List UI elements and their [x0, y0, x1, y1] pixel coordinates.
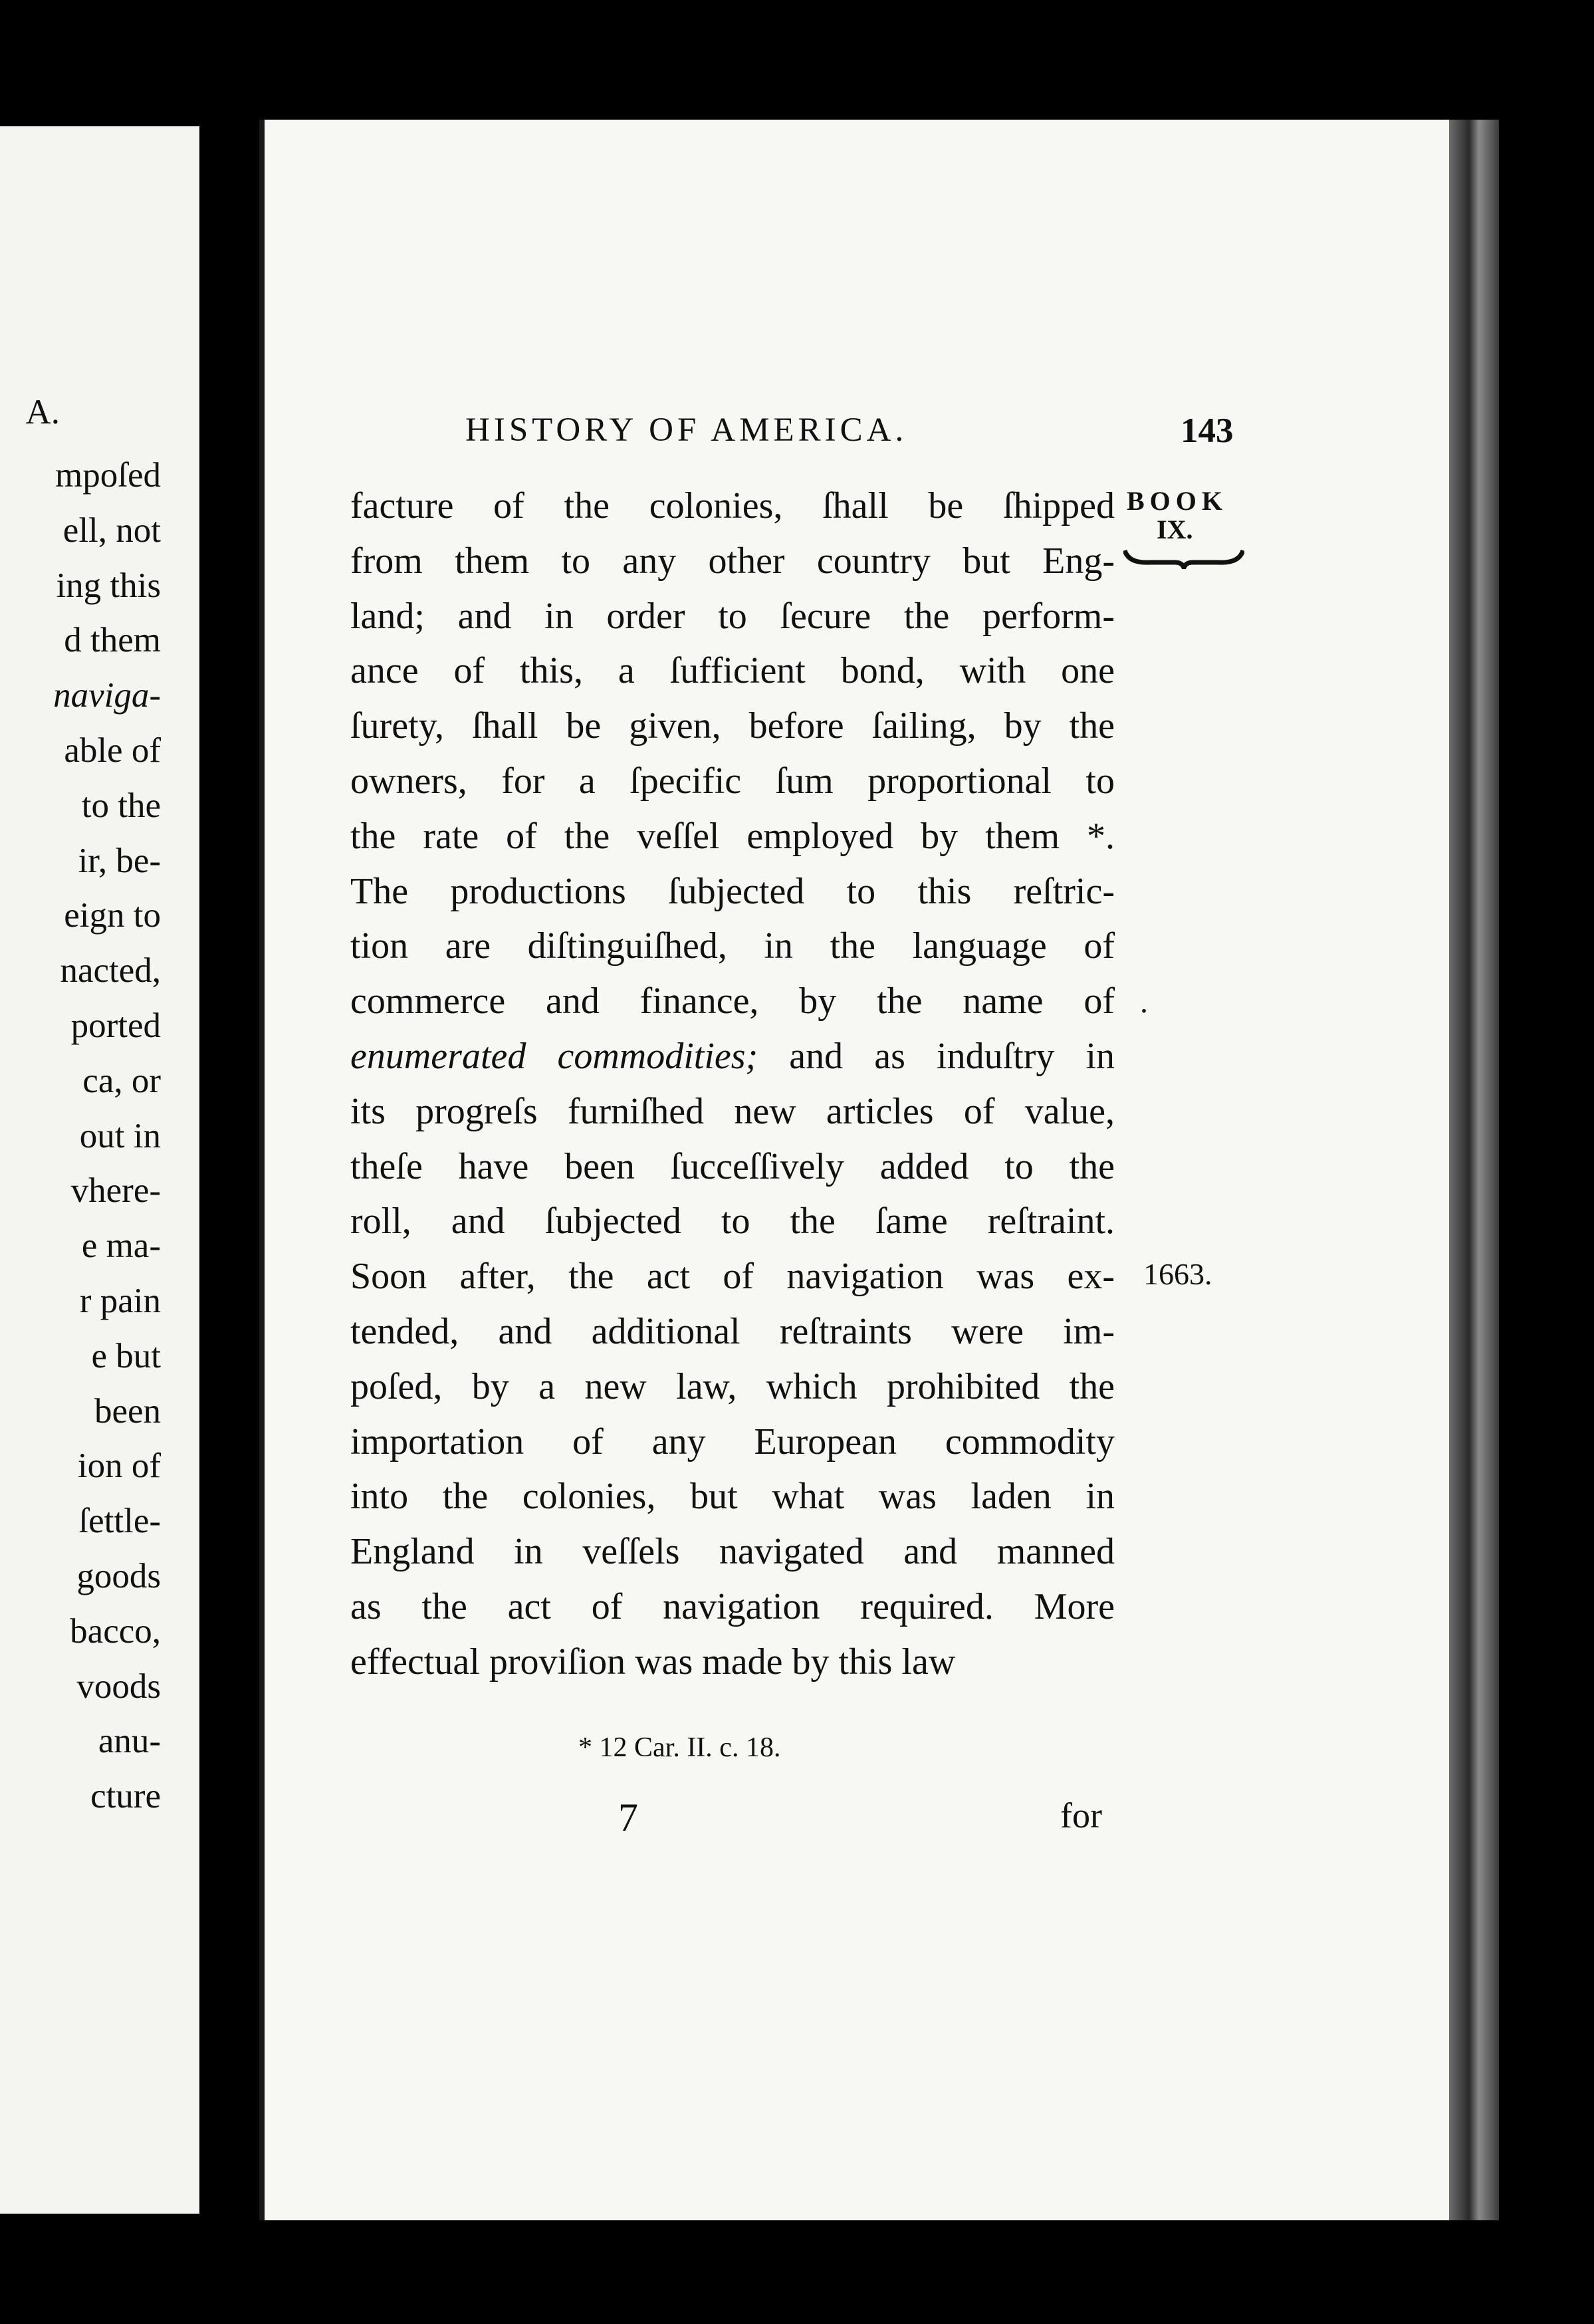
body-line: owners, for a ſpecific ſum proportional to: [350, 760, 1115, 802]
book-gutter: [199, 126, 259, 2214]
brace-ornament: [1123, 546, 1244, 569]
left-page-line: to the: [81, 786, 161, 825]
margin-year: 1663.: [1143, 1257, 1212, 1291]
running-title: HISTORY OF AMERICA.: [465, 411, 908, 449]
left-page-line: anu-: [98, 1722, 161, 1761]
body-line: into the colonies, but what was laden in: [350, 1476, 1115, 1518]
left-page-line: ir, be-: [78, 841, 161, 880]
left-page-line: d them: [64, 621, 161, 660]
facing-page-left: [0, 126, 199, 2214]
left-page-line: naviga-: [53, 676, 161, 715]
left-page-line: voods: [76, 1667, 161, 1706]
footnote: * 12 Car. II. c. 18.: [578, 1732, 781, 1763]
left-page-line: nacted,: [60, 951, 161, 990]
body-line: as the act of navigation required. More: [350, 1585, 1115, 1627]
body-line: tended, and additional reſtraints were im-: [350, 1310, 1115, 1352]
body-line: ſurety, ſhall be given, before ſailing, by the: [350, 705, 1115, 747]
left-page-line: out in: [79, 1116, 161, 1155]
body-line: its progreſs furniſhed new articles of value,: [350, 1090, 1115, 1132]
body-line: importation of any European commodity: [350, 1421, 1115, 1462]
left-page-line: mpoſed: [55, 456, 161, 495]
body-line: [350, 1029, 1115, 1084]
left-page-line: ſettle-: [78, 1502, 161, 1541]
body-line: The productions ſubjected to this reſtric-: [350, 870, 1115, 912]
left-page-line: r pain: [79, 1282, 161, 1320]
left-page-line: A.: [25, 393, 60, 431]
catchword: for: [1060, 1796, 1102, 1835]
signature-mark: 7: [618, 1796, 638, 1839]
body-line: the rate of the veſſel employed by them *.: [350, 815, 1115, 857]
left-page-line: cture: [90, 1777, 161, 1816]
left-page-line: vhere-: [70, 1171, 161, 1211]
body-line: land; and in order to ſecure the perform-: [350, 595, 1115, 637]
left-page-line: e ma-: [81, 1226, 161, 1266]
body-line: poſed, by a new law, which prohibited the: [350, 1365, 1115, 1407]
left-page-line: able of: [64, 731, 161, 770]
body-text: [350, 479, 1115, 1690]
body-line: commerce and finance, by the name of: [350, 981, 1115, 1022]
left-page-line: ca, or: [82, 1061, 161, 1100]
left-page-line: bacco,: [70, 1611, 161, 1651]
body-line: effectual proviſion was made by this law: [350, 1641, 956, 1683]
page-stack-edge: [1449, 120, 1499, 2220]
body-line: Soon after, the act of navigation was ex-: [350, 1256, 1115, 1298]
left-page-line: been: [94, 1391, 161, 1431]
body-line: roll, and ſubjected to the ſame reſtraint.: [350, 1201, 1115, 1242]
left-page-line: eign to: [64, 896, 161, 935]
body-line: theſe have been ſucceſſively added to the: [350, 1145, 1115, 1187]
body-line: England in veſſels navigated and manned: [350, 1531, 1115, 1573]
left-page-line: ell, not: [62, 511, 161, 550]
italic-phrase: enumerated commodities;: [350, 1035, 758, 1077]
left-page-line: ing this: [56, 566, 161, 605]
body-line: tion are diſtinguiſhed, in the language of: [350, 925, 1115, 967]
page-number: 143: [1181, 411, 1234, 450]
body-line: from them to any other country but Eng-: [350, 540, 1115, 582]
left-page-line: ported: [70, 1006, 161, 1045]
left-page-line: e but: [91, 1336, 161, 1375]
body-line: facture of the colonies, ſhall be ſhipped: [350, 485, 1115, 526]
left-page-line: goods: [76, 1557, 161, 1595]
left-page-line: ion of: [77, 1447, 161, 1486]
body-line: ance of this, a ſufficient bond, with one: [350, 650, 1115, 692]
body-line-text: and as induſtry in: [789, 1035, 1115, 1077]
margin-dot: .: [1140, 985, 1148, 1020]
book-number: IX.: [1157, 515, 1193, 544]
book-label: BOOK: [1127, 486, 1228, 516]
